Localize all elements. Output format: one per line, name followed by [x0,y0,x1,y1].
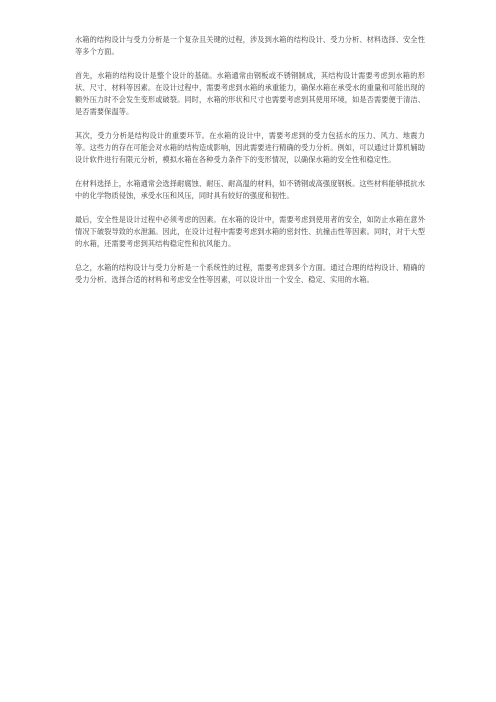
paragraph-conclusion: 总之，水箱的结构设计与受力分析是一个系统性的过程，需要考虑到多个方面。通过合理的结构设计、精确的受力分析、选择合适的材料和考虑安全性等因素，可以设计出一个安全、稳定、实用的水箱。 [75,263,425,284]
paragraph-structure-design: 首先，水箱的结构设计是整个设计的基础。水箱通常由钢板或不锈钢制成，其结构设计需要考虑到水箱的形状、尺寸、材料等因素。在设计过程中，需要考虑到水箱的承重能力，确保水箱在承受水的重量和可能出现的额外压力时不会发生变形或破裂。同时，水箱的形状和尺寸也需要考虑到其使用环境，如是否需要便于清洁、是否需要保温等。 [75,71,425,116]
paragraph-intro: 水箱的结构设计与受力分析是一个复杂且关键的过程，涉及到水箱的结构设计、受力分析、材料选择、安全性等多个方面。 [75,35,425,56]
document-body [75,34,425,298]
paragraph-safety: 最后，安全性是设计过程中必须考虑的因素。在水箱的设计中，需要考虑到使用者的安全，如防止水箱在意外情况下破裂导致的水泄漏。因此，在设计过程中需要考虑到水箱的密封性、抗撞击性等因素。同时，对于大型的水箱，还需要考虑到其结构稳定性和抗风能力。 [75,215,425,248]
paragraph-material-selection: 在材料选择上，水箱通常会选择耐腐蚀、耐压、耐高温的材料，如不锈钢或高强度钢板。这些材料能够抵抗水中的化学物质侵蚀，承受水压和风压，同时具有较好的强度和韧性。 [75,179,425,200]
paragraph-force-analysis: 其次，受力分析是结构设计的重要环节。在水箱的设计中，需要考虑到的受力包括水的压力、风力、地震力等。这些力的存在可能会对水箱的结构造成影响，因此需要进行精确的受力分析。例如，可以通过计算机辅助设计软件进行有限元分析，模拟水箱在各种受力条件下的变形情况，以确保水箱的安全性和稳定性。 [75,131,425,164]
